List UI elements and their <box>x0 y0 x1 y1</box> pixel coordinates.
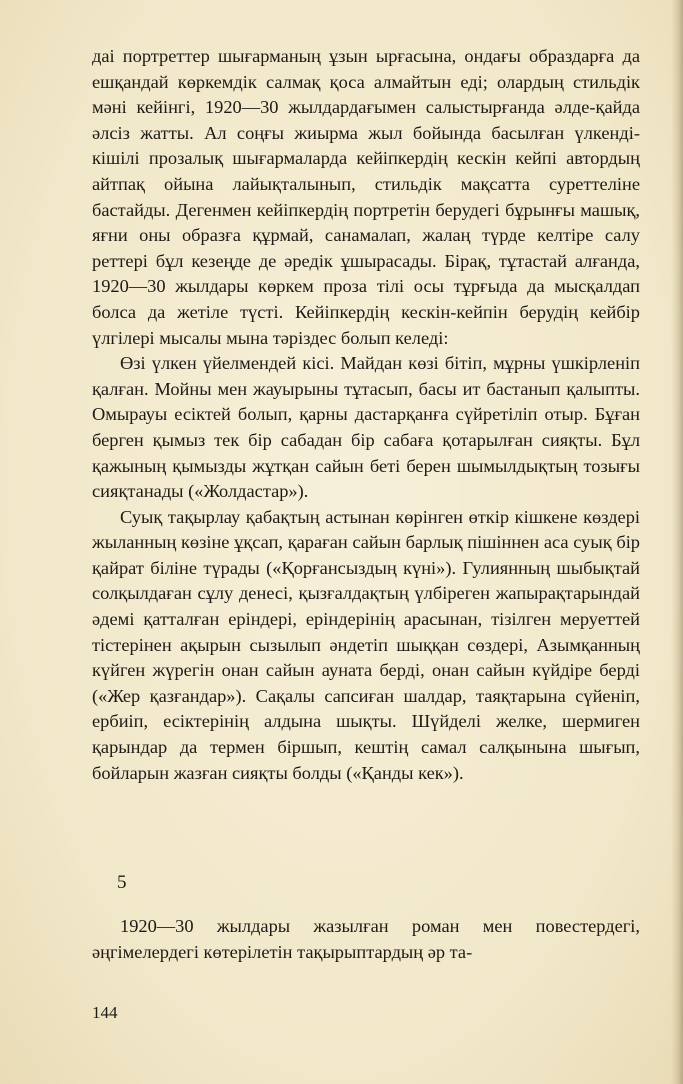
paragraph-1: даі портреттер шығарманың ұзын ырғасына, ондағы образдарға да ешқандай көркемдік салмақ қоса алмайтын еді; олардың стильдік мәні кейінгі, 1920—30 жылдардағымен салыстырғанда әлде-қайда әлсіз жатты. Ал соңғы жиырма жыл бойында басылған үлкенді-кішілі прозалық шығармаларда кейіпкердің кескін кейпі автордың айтпақ ойына лайықталынып, стильдік мақсатта суреттеліне бастайды. Дегенмен кейіпкердің портретін берудегі бұрынғы машық, яғни оны образға құрмай, санамалап, жалаң түрде келтіре салу реттері бұл кезеңде де әредік ұшырасады. Бірақ, тұтастай алғанда, 1920—30 жылдары көркем проза тілі осы тұрғыда да мысқалдап болса да жетіле түсті. Кейіпкердің кескін-кейпін берудің кейбір үлгілері мысалы мына тәріздес болып келеді: <box>92 46 640 348</box>
paragraph-3-quote: Суық тақырлау қабақтың астынан көрінген өткір кішкене көздері жыланның көзіне ұқсап, қараған сайын барлық пішіннен аса суық бір қайрат біліне түрады («Қорғансыздың күні»). Гулиянның шыбықтай солқылдаған сұлу денесі, қызғалдақтың үлбіреген жапырақтарындай әдемі қатталған еріндері, еріндерінің арасынан, тізілген меруеттей тістерінен ақырын сызылып әндетіп шыққан сөздері, Азымқанның күйген жүрегін онан сайын ауната берді, онан сайын күйдіре берді («Жер қазғандар»). Сақалы сапсиған шалдар, таяқтарына сүйеніп, ербиіп, есіктерінің алдына шықты. Шүйделі желке, шермиген қарындар да термен біршып, кештің самал салқынына шығып, бойларын жазған сияқты болды («Қанды кек»). <box>92 506 640 783</box>
paragraph-2-quote: Өзі үлкен үйелмендей кісі. Майдан көзі бітіп, мұрны үшкірленіп қалған. Мойны мен жауырыны тұтасып, басы ит бастанып қалыпты. Омырауы есіктей болып, қарны дастарқанға сүйретіліп отыр. Бұған берген қымыз тек бір сабадан бір сабаға қотарылған сияқты. Бұл қажының қымызды жұтқан сайын беті берен шымылдықтың тозығы сияқтанады («Жолдастар»). <box>92 353 640 502</box>
page-edge-shadow <box>671 0 683 1084</box>
section-number: 5 <box>117 872 127 893</box>
main-text <box>92 44 640 786</box>
page-number: 144 <box>92 1003 118 1022</box>
section-5-paragraph: 1920—30 жылдары жазылған роман мен повестердегі, әңгімелердегі көтерілетін тақырыптардың әр та- <box>92 916 640 962</box>
